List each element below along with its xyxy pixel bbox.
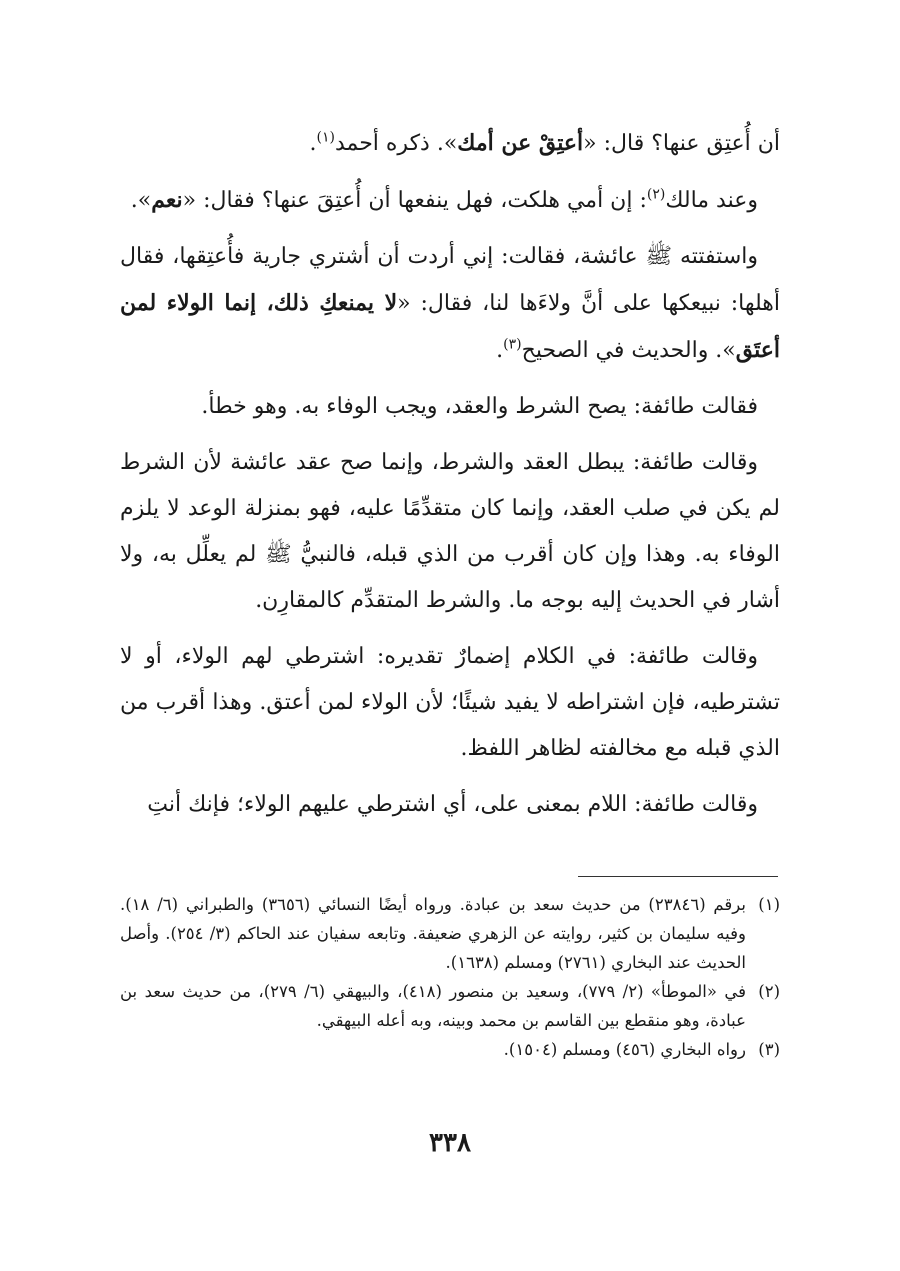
text-run: واستفتته ﷺ عائشة، فقالت: إني أردت أن أشتري جارية فأُعتِقها، فقال أهلها: نبيعكها على أنَّ ولاءَها لنا، فقال: « (120, 244, 780, 316)
text-run: فقالت طائفة: يصح الشرط والعقد، ويجب الوفاء به. وهو خطأ. (201, 394, 758, 419)
footnote-3 (120, 1035, 780, 1064)
footnote-number: (٣) (758, 1040, 780, 1059)
text-run: : إن أمي هلكت، فهل ينفعها أن أُعتِقَ عنها؟ فقال: « (182, 188, 647, 213)
text-run: ». ذكره أحمد (334, 131, 458, 156)
paragraph-1 (120, 120, 780, 167)
text-run: وعند مالك (665, 188, 758, 213)
footnote-text: في «الموطأ» (٢/ ٧٧٩)، وسعيد بن منصور (٤١٨)، والبيهقي (٦/ ٢٧٩)، من حديث سعد بن عبادة، وهو منقطع بين القاسم بن محمد وبينه، وبه أعله البيهقي. (120, 982, 747, 1030)
page-number: ٣٣٨ (429, 1128, 471, 1158)
text-run: ». والحديث في الصحيح (521, 338, 736, 363)
footnote-number: (٢) (758, 982, 780, 1001)
paragraph-4 (120, 384, 780, 430)
paragraph-3 (120, 234, 780, 374)
paragraph-5 (120, 440, 780, 624)
footnote-separator (578, 876, 778, 877)
footnote-ref-3: (٣) (503, 336, 522, 353)
footnote-number: (١) (758, 895, 780, 914)
footnote-text: برقم (٢٣٨٤٦) من حديث سعد بن عبادة. ورواه أيضًا النسائي (٣٦٥٦) والطبراني (٦/ ١٨). وفيه سليمان بن كثير، روايته عن الزهري ضعيفة. وتابعه سفيان عند الحاكم (٣/ ٢٥٤). وأصل الحديث عند البخاري (٢٧٦١) ومسلم (١٦٣٨). (120, 895, 746, 972)
text-run: . (309, 131, 317, 156)
footnote-text: رواه البخاري (٤٥٦) ومسلم (١٥٠٤). (503, 1040, 746, 1059)
text-run: وقالت طائفة: في الكلام إضمارٌ تقديره: اشترطي لهم الولاء، أو لا تشترطيه، فإن اشتراطه لا يفيد شيئًا؛ لأن الولاء لمن أعتق. وهذا أقرب من الذي قبله مع مخالفته لظاهر اللفظ. (120, 644, 780, 761)
footnote-ref-2: (٢) (646, 186, 666, 203)
hadith-quote: لا يمنعكِ ذلك، إنما الولاء لمن أعتَق (120, 290, 780, 363)
text-run: . (496, 338, 504, 363)
paragraph-7 (120, 782, 780, 828)
footnotes (120, 890, 780, 1064)
text-run: وقالت طائفة: يبطل العقد والشرط، وإنما صح عقد عائشة لأن الشرط لم يكن في صلب العقد، وإنما كان متقدِّمًا عليه، فهو بمنزلة الوعد لا يلزم الوفاء به. وهذا وإن كان أقرب من الذي قبله، فالنبيُّ ﷺ لم يعلِّل به، ولا أشار في الحديث إليه بوجه ما. والشرط المتقدِّم كالمقارِن. (120, 450, 780, 613)
main-text (120, 120, 780, 838)
paragraph-6 (120, 634, 780, 772)
hadith-quote: نعم (151, 187, 183, 213)
text-run: ». (130, 188, 152, 213)
text-run: أن أُعتِق عنها؟ قال: « (583, 131, 780, 156)
footnote-1 (120, 890, 780, 977)
footnote-ref-1: (١) (316, 129, 335, 146)
footnote-2 (120, 977, 780, 1035)
text-run: وقالت طائفة: اللام بمعنى على، أي اشترطي عليهم الولاء؛ فإنك أنتِ (147, 792, 758, 817)
hadith-quote: أعتِقْ عن أمك (457, 130, 584, 156)
paragraph-2 (120, 177, 780, 224)
